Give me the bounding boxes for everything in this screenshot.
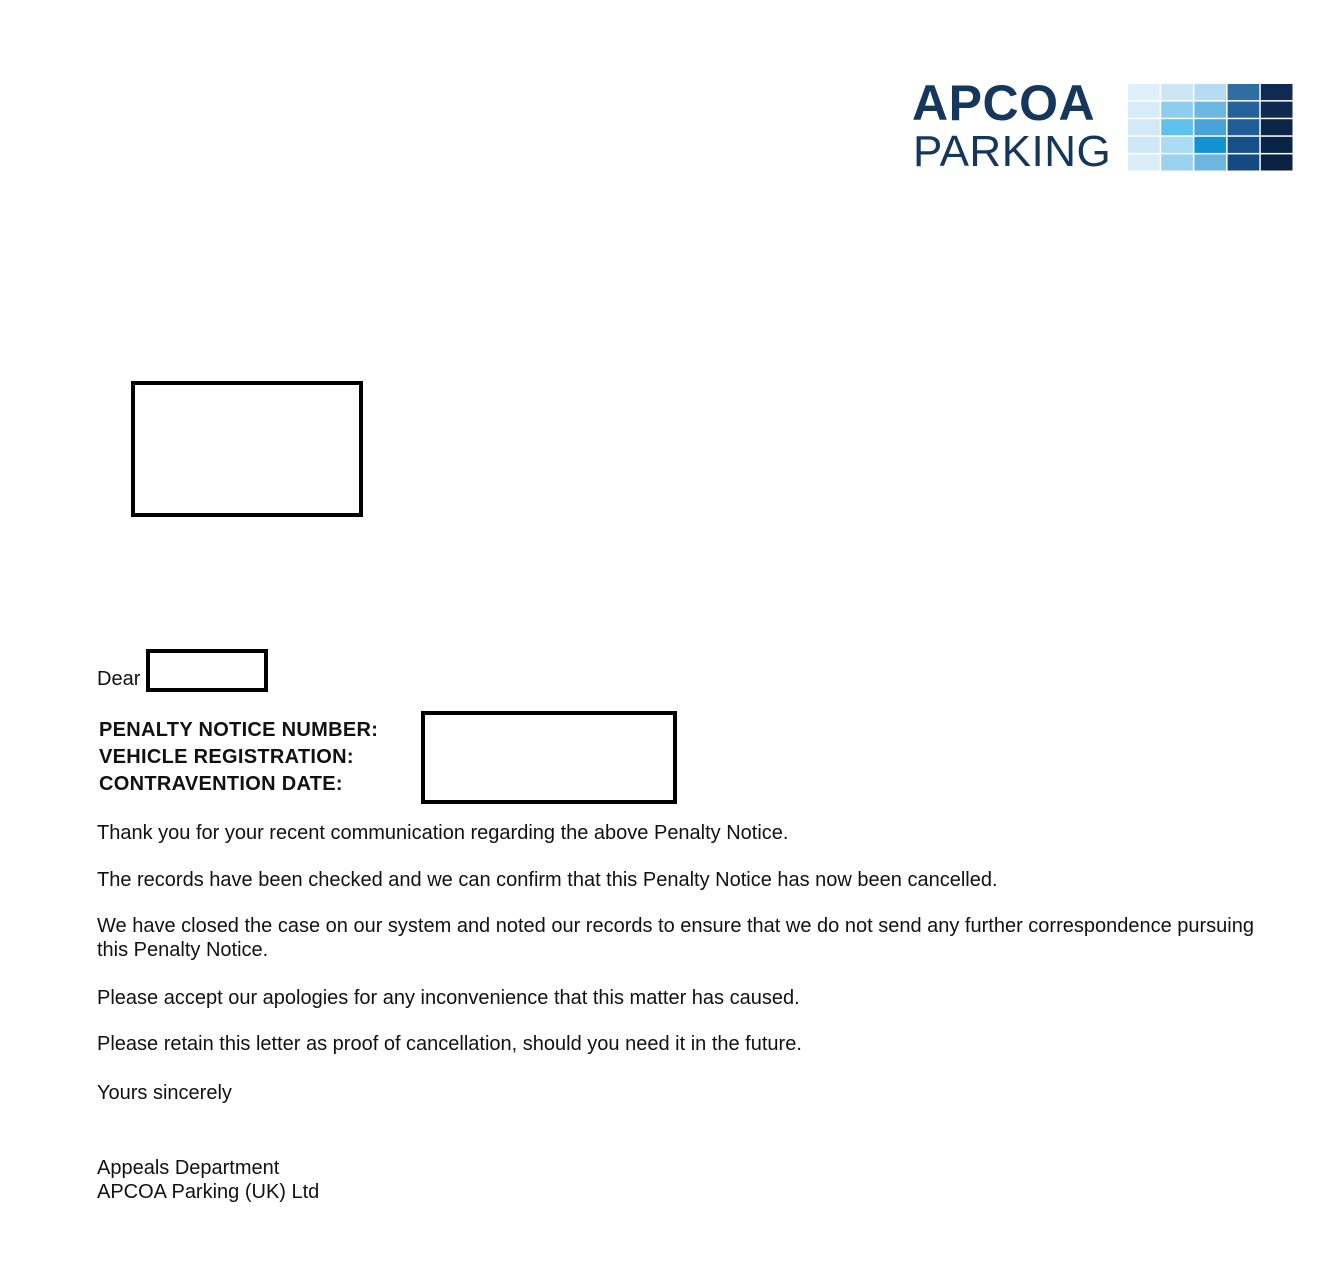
logo-grid-cell (1194, 102, 1226, 118)
logo-grid-cell (1128, 154, 1160, 170)
signature-company: APCOA Parking (UK) Ltd (97, 1181, 320, 1203)
vehicle-registration-label: VEHICLE REGISTRATION: (99, 746, 354, 768)
logo-wordmark-parking: PARKING (913, 127, 1112, 176)
apcoa-parking-logo (912, 75, 1294, 176)
logo-grid-cell (1261, 102, 1293, 118)
redacted-recipient-name (146, 649, 268, 692)
logo-grid-cell (1228, 137, 1260, 153)
logo-grid-icon (1128, 84, 1294, 172)
logo-grid-cell (1161, 154, 1193, 170)
logo-grid-cell (1128, 84, 1160, 100)
logo-grid-cell (1261, 119, 1293, 135)
logo-grid-cell (1128, 137, 1160, 153)
logo-grid-cell (1161, 137, 1193, 153)
redacted-recipient-address (131, 381, 363, 517)
logo-grid-cell (1261, 154, 1293, 170)
logo-grid-cell (1128, 119, 1160, 135)
signature-department: Appeals Department (97, 1157, 280, 1179)
logo-grid-cell (1228, 154, 1260, 170)
paragraph-retain-letter: Please retain this letter as proof of cancellation, should you need it in the future. (97, 1033, 802, 1055)
logo-grid-cell (1228, 119, 1260, 135)
logo-grid-cell (1261, 84, 1293, 100)
logo-grid-cell (1261, 137, 1293, 153)
paragraph-thanks: Thank you for your recent communication regarding the above Penalty Notice. (97, 822, 789, 844)
logo-grid-cell (1228, 84, 1260, 100)
logo-grid-cell (1194, 84, 1226, 100)
logo-grid-cell (1228, 102, 1260, 118)
logo-grid-cell (1161, 102, 1193, 118)
logo-grid-cell (1161, 84, 1193, 100)
salutation: Dear (97, 668, 141, 690)
logo-grid-cell (1194, 154, 1226, 170)
logo-grid-cell (1194, 137, 1226, 153)
paragraph-apology: Please accept our apologies for any inconvenience that this matter has caused. (97, 987, 800, 1009)
paragraph-cancellation-confirmed: The records have been checked and we can confirm that this Penalty Notice has now been cancelled. (97, 869, 998, 891)
logo-grid-cell (1128, 102, 1160, 118)
logo-wordmark-apcoa: APCOA (912, 75, 1096, 131)
redacted-reference-values (421, 711, 677, 804)
penalty-notice-number-label: PENALTY NOTICE NUMBER: (99, 719, 379, 741)
logo-grid-cell (1161, 119, 1193, 135)
closing: Yours sincerely (97, 1082, 232, 1104)
paragraph-case-closed: We have closed the case on our system and noted our records to ensure that we do not send any further correspondence pursuing this Penalty Notice. (97, 915, 1254, 961)
logo-grid-cell (1194, 119, 1226, 135)
contravention-date-label: CONTRAVENTION DATE: (99, 773, 343, 795)
